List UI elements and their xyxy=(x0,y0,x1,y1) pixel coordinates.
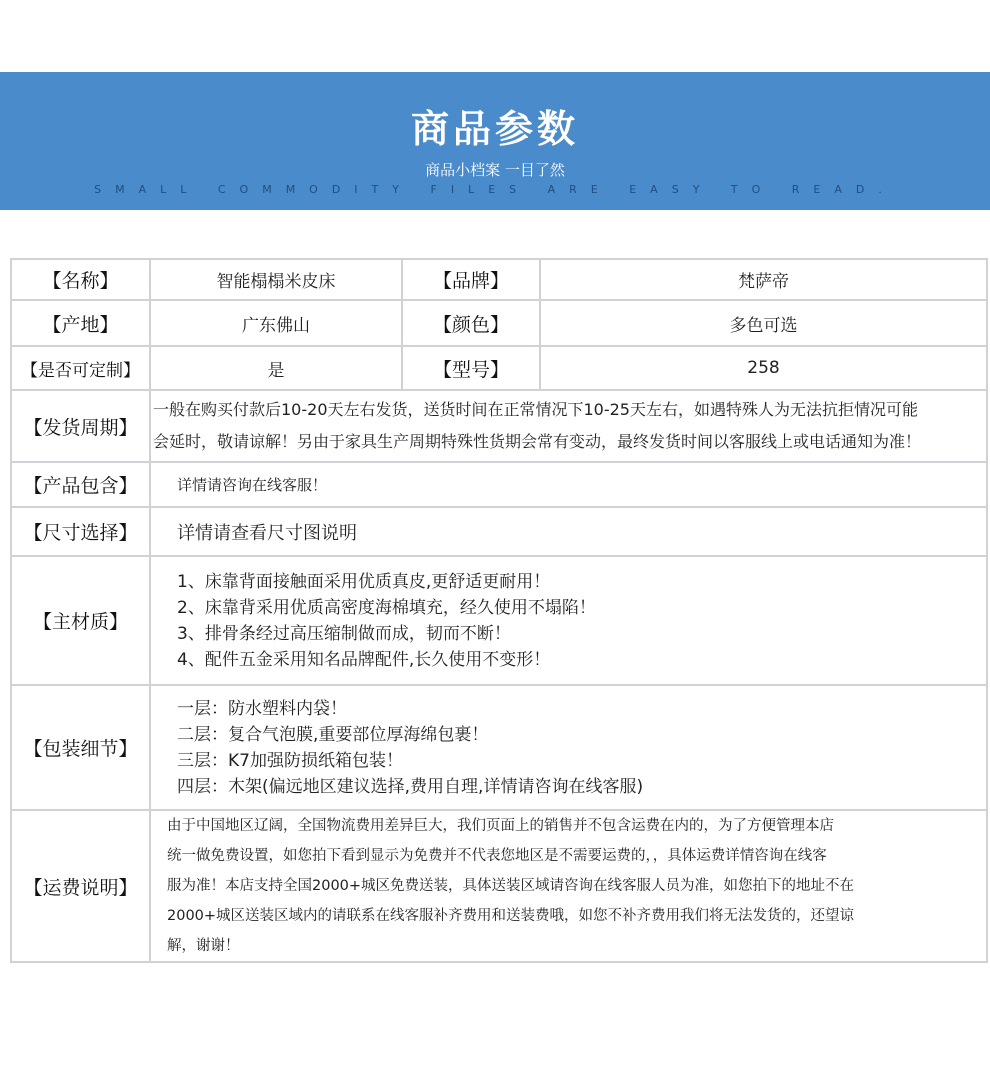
value-size-choice: 详情请查看尺寸图说明 xyxy=(150,507,987,556)
freight-line-2: 统一做免费设置，如您拍下看到显示为免费并不代表您地区是不需要运费的，，具体运费详情咨询在线客 xyxy=(167,848,827,864)
value-customizable: 是 xyxy=(150,346,402,390)
value-freight xyxy=(150,810,987,962)
freight-line-3: 服为准！本店支持全国2000+城区免费送装，具体送装区域请咨询在线客服人员为准，如您拍下的地址不在 xyxy=(167,878,855,894)
label-size-choice: 【尺寸选择】 xyxy=(11,507,150,556)
table-row-custom-model xyxy=(11,346,987,390)
value-packaging xyxy=(150,685,987,810)
value-main-material xyxy=(150,556,987,685)
table-row-size-choice xyxy=(11,507,987,556)
label-packaging: 【包装细节】 xyxy=(11,685,150,810)
banner-english-tagline: SMALL COMMODITY FILES ARE EASY TO READ. xyxy=(94,183,896,196)
label-origin: 【产地】 xyxy=(11,300,150,346)
value-origin: 广东佛山 xyxy=(150,300,402,346)
packaging-line-3: 三层：K7加强防损纸箱包装！ xyxy=(177,750,403,771)
label-name: 【名称】 xyxy=(11,259,150,300)
label-model: 【型号】 xyxy=(402,346,540,390)
freight-line-5: 解，谢谢！ xyxy=(167,938,240,954)
packaging-line-1: 一层：防水塑料内袋！ xyxy=(177,698,347,719)
value-package-contents: 详情请咨询在线客服！ xyxy=(150,462,987,507)
banner-subtitle: 商品小档案 一目了然 xyxy=(425,161,565,179)
product-params-table xyxy=(10,258,988,963)
label-package-contents: 【产品包含】 xyxy=(11,462,150,507)
value-brand: 梵萨帝 xyxy=(540,259,987,300)
shipping-period-line-2: 会延时，敬请谅解！另由于家具生产周期特殊性货期会常有变动，最终发货时间以客服线上或电话通知为准！ xyxy=(153,432,922,451)
packaging-line-4: 四层：木架(偏远地区建议选择,费用自理,详情请咨询在线客服) xyxy=(177,776,644,797)
label-color: 【颜色】 xyxy=(402,300,540,346)
table-row-packaging xyxy=(11,685,987,810)
value-name: 智能榻榻米皮床 xyxy=(150,259,402,300)
material-line-3: 3、排骨条经过高压缩制做而成，韧而不断！ xyxy=(177,623,511,644)
freight-line-4: 2000+城区送装区域内的请联系在线客服补齐费用和送装费哦，如您不补齐费用我们将无法发货的，还望谅 xyxy=(167,908,855,924)
table-row-freight xyxy=(11,810,987,962)
value-color: 多色可选 xyxy=(540,300,987,346)
table-row-origin-color xyxy=(11,300,987,346)
table-row-shipping-period xyxy=(11,390,987,462)
table-row-name-brand xyxy=(11,259,987,300)
value-model: 258 xyxy=(540,346,987,390)
material-line-4: 4、配件五金采用知名品牌配件,长久使用不变形！ xyxy=(177,649,551,670)
label-brand: 【品牌】 xyxy=(402,259,540,300)
label-shipping-period: 【发货周期】 xyxy=(11,390,150,462)
packaging-line-2: 二层：复合气泡膜,重要部位厚海绵包裹！ xyxy=(177,724,489,745)
shipping-period-line-1: 一般在购买付款后10-20天左右发货，送货时间在正常情况下10-25天左右，如遇特殊人为无法抗拒情况可能 xyxy=(153,400,918,419)
table-row-main-material xyxy=(11,556,987,685)
value-shipping-period xyxy=(150,390,987,462)
header-banner xyxy=(0,72,990,210)
label-main-material: 【主材质】 xyxy=(11,556,150,685)
table-row-package-contents xyxy=(11,462,987,507)
freight-line-1: 由于中国地区辽阔，全国物流费用差异巨大，我们页面上的销售并不包含运费在内的，为了方便管理本店 xyxy=(167,818,834,834)
label-freight: 【运费说明】 xyxy=(11,810,150,962)
banner-title: 商品参数 xyxy=(410,106,579,151)
material-line-2: 2、床靠背采用优质高密度海棉填充，经久使用不塌陷！ xyxy=(177,597,596,618)
label-customizable: 【是否可定制】 xyxy=(11,346,150,390)
material-line-1: 1、床靠背面接触面采用优质真皮,更舒适更耐用！ xyxy=(177,571,551,592)
